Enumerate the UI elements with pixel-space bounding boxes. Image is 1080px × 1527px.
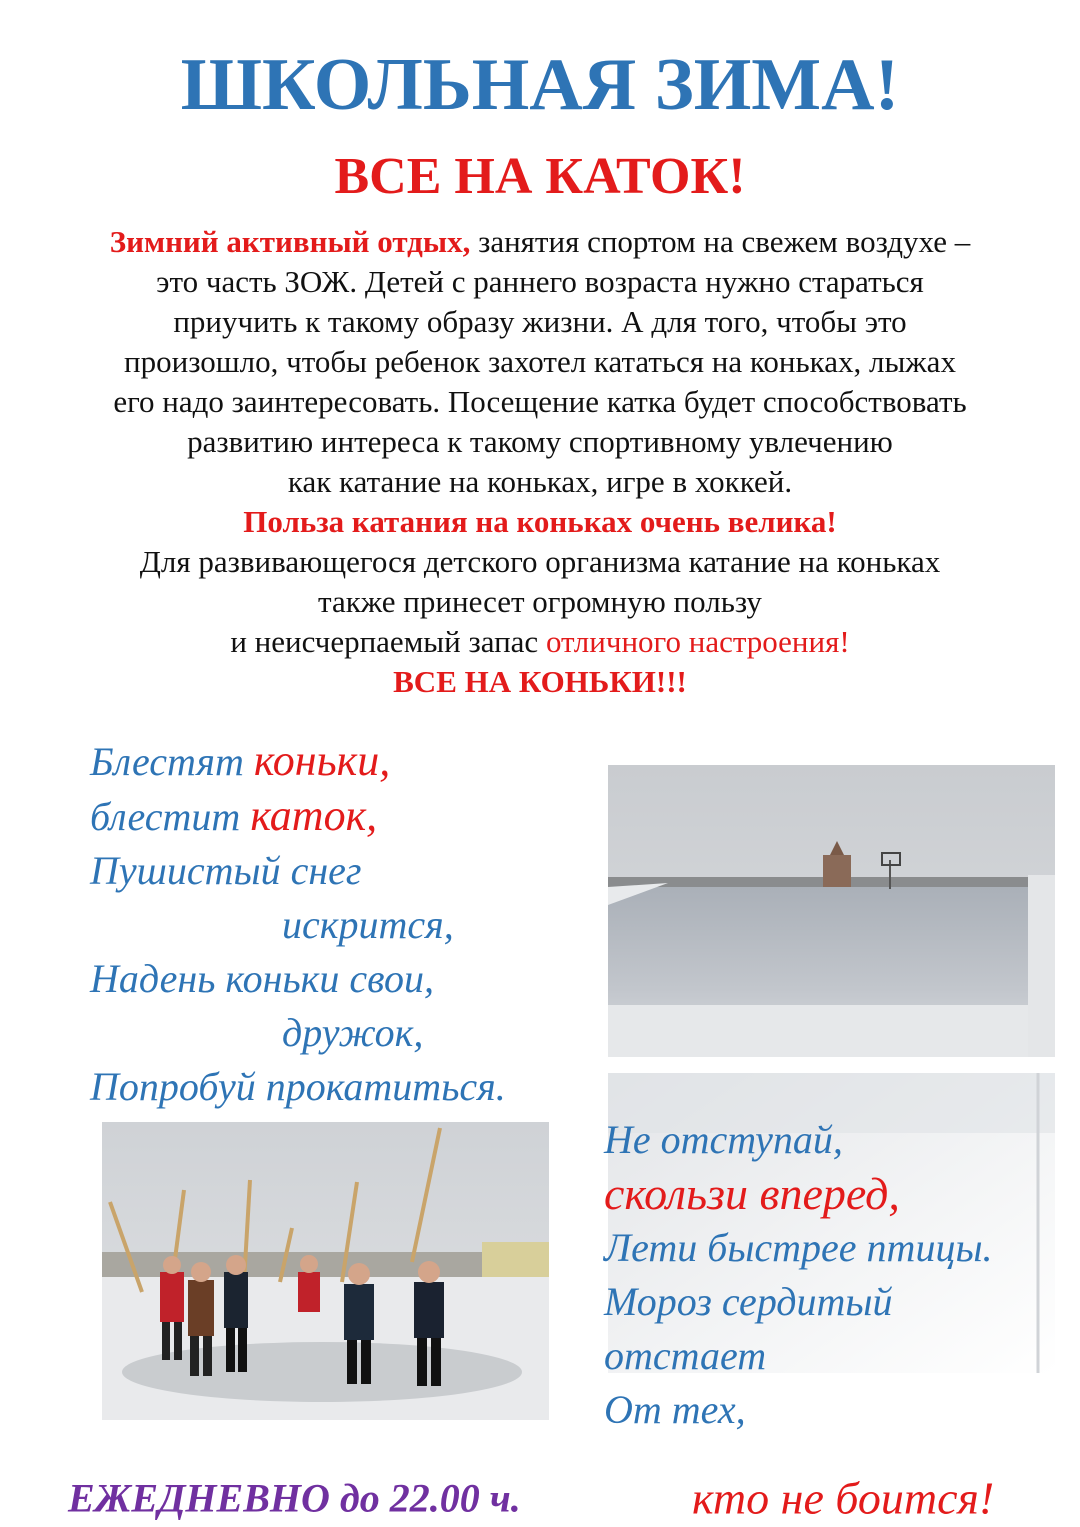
poem-right-line-3: Лети быстрее птицы. bbox=[604, 1225, 993, 1270]
poster-subtitle: ВСЕ НА КАТОК! bbox=[334, 148, 746, 205]
poem-left-line-2-a: блестит bbox=[90, 794, 251, 839]
poem-left-line-1-a: Блестят bbox=[90, 739, 254, 784]
call-to-action: ВСЕ НА КОНЬКИ!!! bbox=[393, 664, 687, 699]
poem-left-line-6: дружок, bbox=[282, 1010, 424, 1055]
intro-line-1 bbox=[20, 222, 1060, 262]
children-hockey-photo bbox=[102, 1122, 549, 1420]
poem-left-line-1 bbox=[90, 734, 506, 789]
poster-title: ШКОЛЬНАЯ ЗИМА! bbox=[180, 44, 900, 126]
rink-photo bbox=[608, 765, 1055, 1057]
poem-left-line-1-b: коньки, bbox=[253, 736, 391, 785]
poem-right-line-6: От тех, bbox=[604, 1387, 746, 1432]
benefit-line-1: Для развивающегося детского организма катание на коньках bbox=[139, 544, 941, 579]
poem-right-line-5: отстает bbox=[604, 1333, 767, 1378]
intro-line-2: это часть ЗОЖ. Детей с раннего возраста нужно стараться bbox=[156, 264, 924, 299]
intro-line-6: развитию интереса к такому спортивному увлечению bbox=[187, 424, 893, 459]
poem-left-line-7: Попробуй прокатиться. bbox=[90, 1064, 506, 1109]
schedule-text: ЕЖЕДНЕВНО до 22.00 ч. bbox=[68, 1475, 521, 1521]
benefit-line-3-red: отличного настроения! bbox=[545, 624, 850, 659]
poem-left-line-5: Надень коньки свои, bbox=[90, 956, 434, 1001]
benefit-line-3 bbox=[20, 622, 1060, 662]
poem-left-line-2-b: каток, bbox=[250, 791, 378, 840]
intro-lead: Зимний активный отдых, bbox=[109, 224, 471, 259]
poem-right-line-1: Не отступай, bbox=[604, 1117, 843, 1162]
intro-line-1-rest: занятия спортом на свежем воздухе – bbox=[470, 224, 971, 259]
intro-line-4: произошло, чтобы ребенок захотел кататься на коньках, лыжах bbox=[124, 344, 956, 379]
poem-left-line-4: искрится, bbox=[282, 902, 454, 947]
poem-right-line-4: Мороз сердитый bbox=[604, 1279, 893, 1324]
benefit-heading: Польза катания на коньках очень велика! bbox=[243, 504, 837, 539]
poem-right bbox=[604, 1113, 993, 1437]
benefit-line-3-start: и неисчерпаемый запас bbox=[230, 624, 546, 659]
benefit-line-2: также принесет огромную пользу bbox=[318, 584, 762, 619]
intro-line-3: приучить к такому образу жизни. А для того, чтобы это bbox=[173, 304, 907, 339]
closing-line: кто не боится! bbox=[692, 1472, 995, 1524]
poem-left-line-2 bbox=[90, 789, 506, 844]
poem-left-line-3: Пушистый снег bbox=[90, 848, 362, 893]
intro-line-5: его надо заинтересовать. Посещение катка будет способствовать bbox=[113, 384, 967, 419]
poem-right-line-2: скользи вперед, bbox=[604, 1168, 900, 1219]
poem-left bbox=[90, 734, 506, 1114]
intro-text bbox=[20, 222, 1060, 702]
intro-line-7: как катание на коньках, игре в хоккей. bbox=[287, 464, 793, 499]
